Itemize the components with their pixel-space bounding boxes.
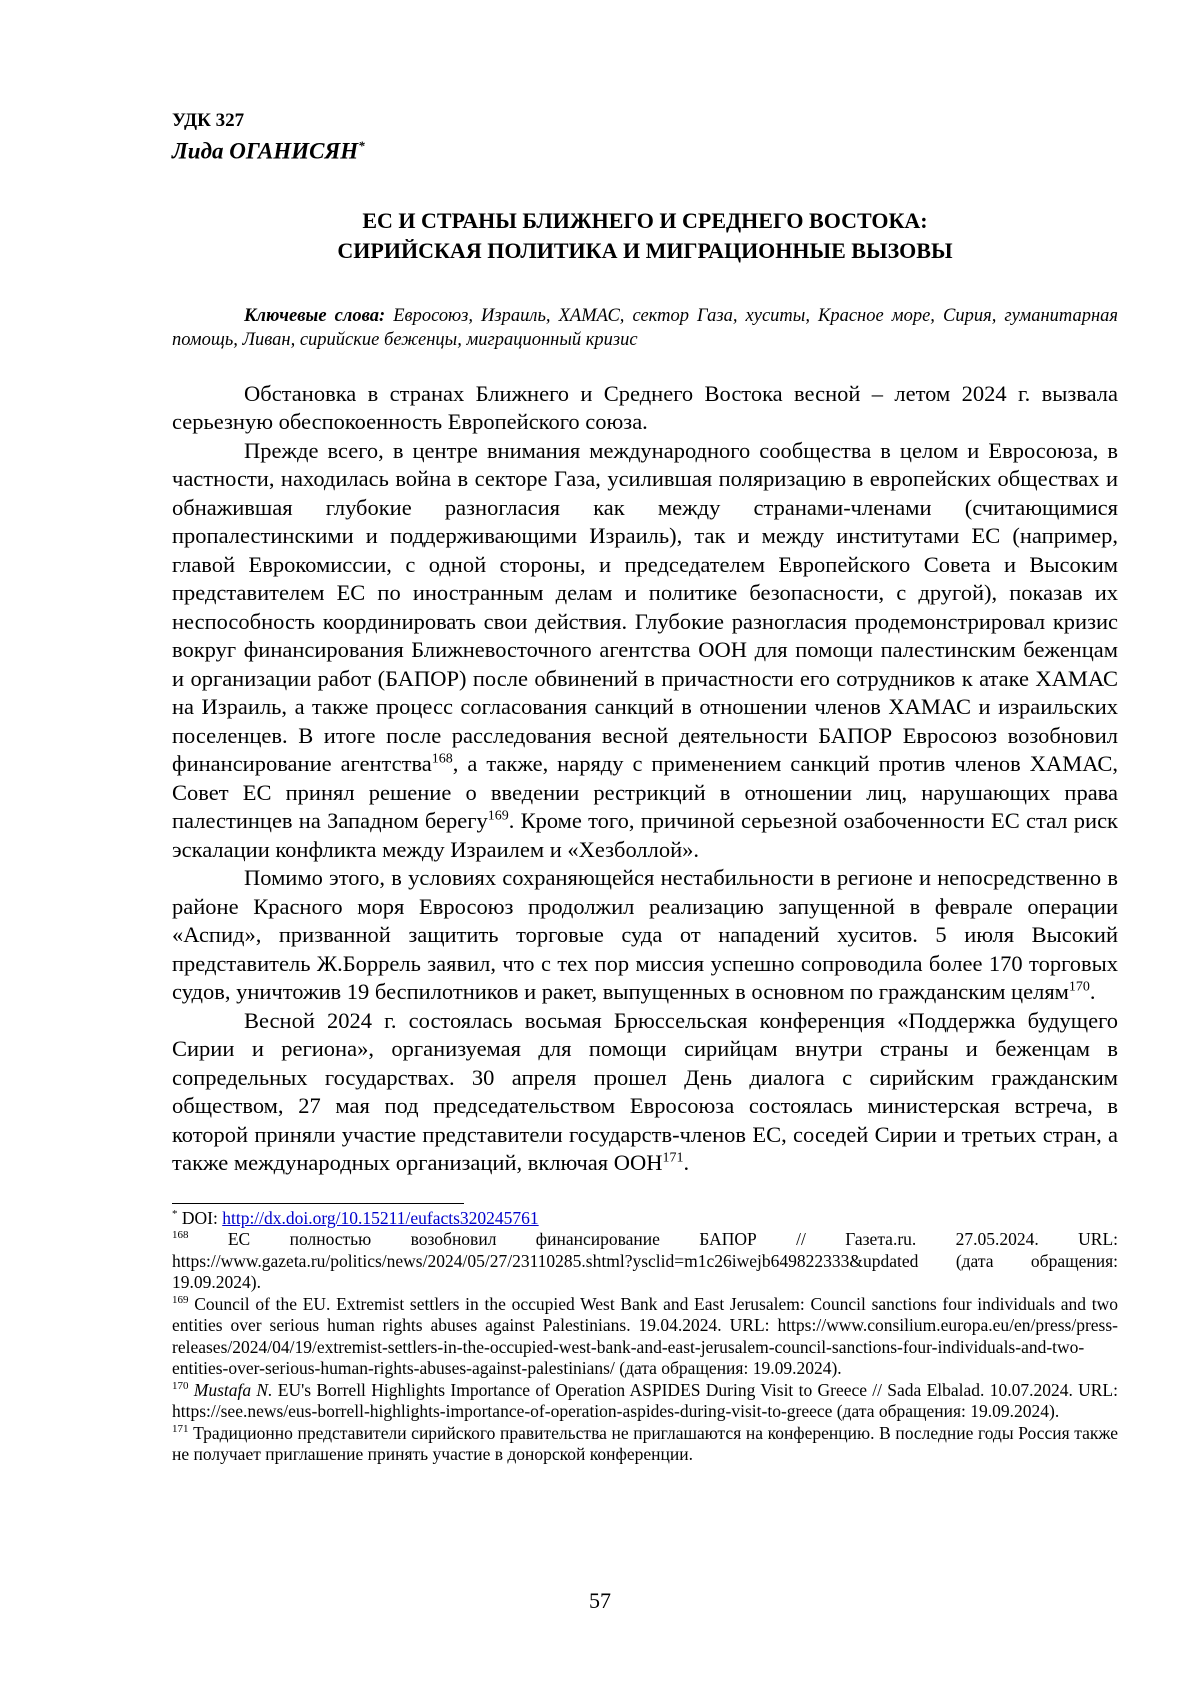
footnote-171-mark: 171: [172, 1422, 189, 1435]
footnote-doi: [172, 1208, 1118, 1230]
paragraph-3-text-a: Помимо этого, в условиях сохраняющейся нестабильности в регионе и непосредственно в районе Красного моря Евросоюз продолжил реализацию запущенной в феврале операции «Аспид», призванной защитить торговые суда от нападений хуситов. 5 июля Высокий представитель Ж.Боррель заявил, что с тех пор миссия успешно сопроводила более 170 торговых судов, уничтожив 19 беспилотников и ракет, выпущенных в основном по гражданским целям: [172, 865, 1118, 1005]
article-title: [172, 206, 1118, 266]
title-line-1: ЕС И СТРАНЫ БЛИЖНЕГО И СРЕДНЕГО ВОСТОКА:: [362, 207, 928, 233]
footnote-171-text: Традиционно представители сирийского правительства не приглашаются на конференцию. В последние годы Россия также не получает приглашение принять участие в донорской конференции.: [172, 1422, 1118, 1465]
paragraph-2: [172, 437, 1118, 865]
paragraph-2-text-a: Прежде всего, в центре внимания международного сообщества в целом и Евросоюза, в частности, находилась война в секторе Газа, усилившая поляризацию в европейских обществах и обнажившая глубокие разногласия как между странами-членами (считающимися пропалестинскими и поддерживающими Израиль), так и между институтами ЕС (например, главой Еврокомиссии, с одной стороны, и председателем Европейского Совета и Высоким представителем ЕС по иностранным делам и политике безопасности, с другой), показав их неспособность координировать свои действия. Глубокие разногласия продемонстрировал кризис вокруг финансирования Ближневосточного агентства ООН для помощи палестинским беженцам и организации работ (БАПОР) после обвинений в причастности его сотрудников к атаке ХАМАС на Израиль, а также процесс согласования санкций в отношении членов ХАМАС и израильских поселенцев. В итоге после расследования весной деятельности БАПОР Евросоюз возобновил финансирование агентства: [172, 437, 1118, 777]
author-name: [172, 132, 1118, 166]
paragraph-4: [172, 1007, 1118, 1178]
paragraph-2-text-b: , а также, наряду с применением санкций против членов ХАМАС, Совет ЕС принял решение о введении рестрикций в отношении лиц, нарушающих права палестинцев на Западном берегу: [172, 751, 1118, 834]
doi-link[interactable]: http://dx.doi.org/10.15211/eufacts320245761: [222, 1207, 539, 1228]
footnote-ref-171[interactable]: 171: [662, 1150, 684, 1166]
article-body: [172, 380, 1118, 1178]
paragraph-3-text-b: .: [1089, 979, 1096, 1005]
footnote-170-mark: 170: [172, 1379, 189, 1392]
author-name-text: Лида ОГАНИСЯН: [172, 138, 359, 164]
paragraph-3: [172, 864, 1118, 1007]
paragraph-1: Обстановка в странах Ближнего и Среднего Востока весной – летом 2024 г. вызвала серьезную обеспокоенность Европейского союза.: [172, 380, 1118, 435]
footnote-168: [172, 1229, 1118, 1294]
page-number: 57: [589, 1588, 611, 1613]
footnote-171: [172, 1423, 1118, 1466]
footnote-169-mark: 169: [172, 1293, 189, 1306]
footnote-170-text: EU's Borrell Highlights Importance of Operation ASPIDES During Visit to Greece // Sada Elbalad. 10.07.2024. URL: https://see.news/eus-borrell-highlights-importance-of-operation-aspides-during-visit-to-greece (дата обращения: 19.09.2024).: [172, 1379, 1118, 1422]
footnote-169-text: Council of the EU. Extremist settlers in the occupied West Bank and East Jerusalem: Council sanctions four individuals and two entities over serious human rights abuses against Palestinians. 19.04.2024. URL: https://www.consilium.europa.eu/en/press/press-releases/2024/04/19/extremist-settlers-in-the-occupied-west-bank-and-east-jerusalem-council-sanctions-four-individuals-and-two-entities-over-serious-human-rights-abuses-against-palestinians/ (дата обращения: 19.09.2024).: [172, 1293, 1118, 1379]
keywords-text: Евросоюз, Израиль, ХАМАС, сектор Газа, хуситы, Красное море, Сирия, гуманитарная помощь, Ливан, сирийские беженцы, миграционный кризис: [172, 305, 1118, 350]
footnote-ref-168[interactable]: 168: [431, 751, 453, 767]
footnote-168-text: ЕС полностью возобновил финансирование БАПОР // Газета.ru. 27.05.2024. URL: https://www.gazeta.ru/politics/news/2024/05/27/23110285.shtml?ysclid=m1c26iwejb649822333&updated (дата обращения: 19.09.2024).: [172, 1229, 1118, 1293]
footnote-169: [172, 1294, 1118, 1380]
article-page: [172, 110, 1118, 1466]
paragraph-2-text-c: . Кроме того, причиной серьезной озабоченности ЕС стал риск эскалации конфликта между Израилем и «Хезболлой».: [172, 808, 1118, 862]
footnote-ref-170[interactable]: 170: [1068, 979, 1090, 995]
footnote-ref-169[interactable]: 169: [487, 808, 509, 824]
footnote-doi-label: DOI:: [177, 1207, 223, 1228]
footnote-divider: [172, 1203, 464, 1204]
title-line-2: СИРИЙСКАЯ ПОЛИТИКА И МИГРАЦИОННЫЕ ВЫЗОВЫ: [337, 237, 953, 263]
footnote-doi-mark: *: [172, 1207, 178, 1220]
paragraph-4-text-b: .: [683, 1150, 690, 1176]
footnote-170-author: Mustafa N.: [188, 1379, 273, 1400]
keywords-label: Ключевые слова:: [244, 305, 386, 326]
footnote-168-mark: 168: [172, 1229, 189, 1242]
author-footnote-mark: *: [358, 138, 365, 153]
footnote-170: [172, 1380, 1118, 1423]
footnotes: [172, 1208, 1118, 1466]
keywords: [172, 304, 1118, 352]
paragraph-4-text-a: Весной 2024 г. состоялась восьмая Брюссельская конференция «Поддержка будущего Сирии и региона», организуемая для помощи сирийцам внутри страны и беженцам в сопредельных государствах. 30 апреля прошел День диалога с сирийским гражданским обществом, 27 мая под председательством Евросоюза состоялась министерская встреча, в которой приняли участие представители государств-членов ЕС, соседей Сирии и третьих стран, а также международных организаций, включая ООН: [172, 1007, 1118, 1176]
udk-code: УДК 327: [172, 110, 245, 131]
